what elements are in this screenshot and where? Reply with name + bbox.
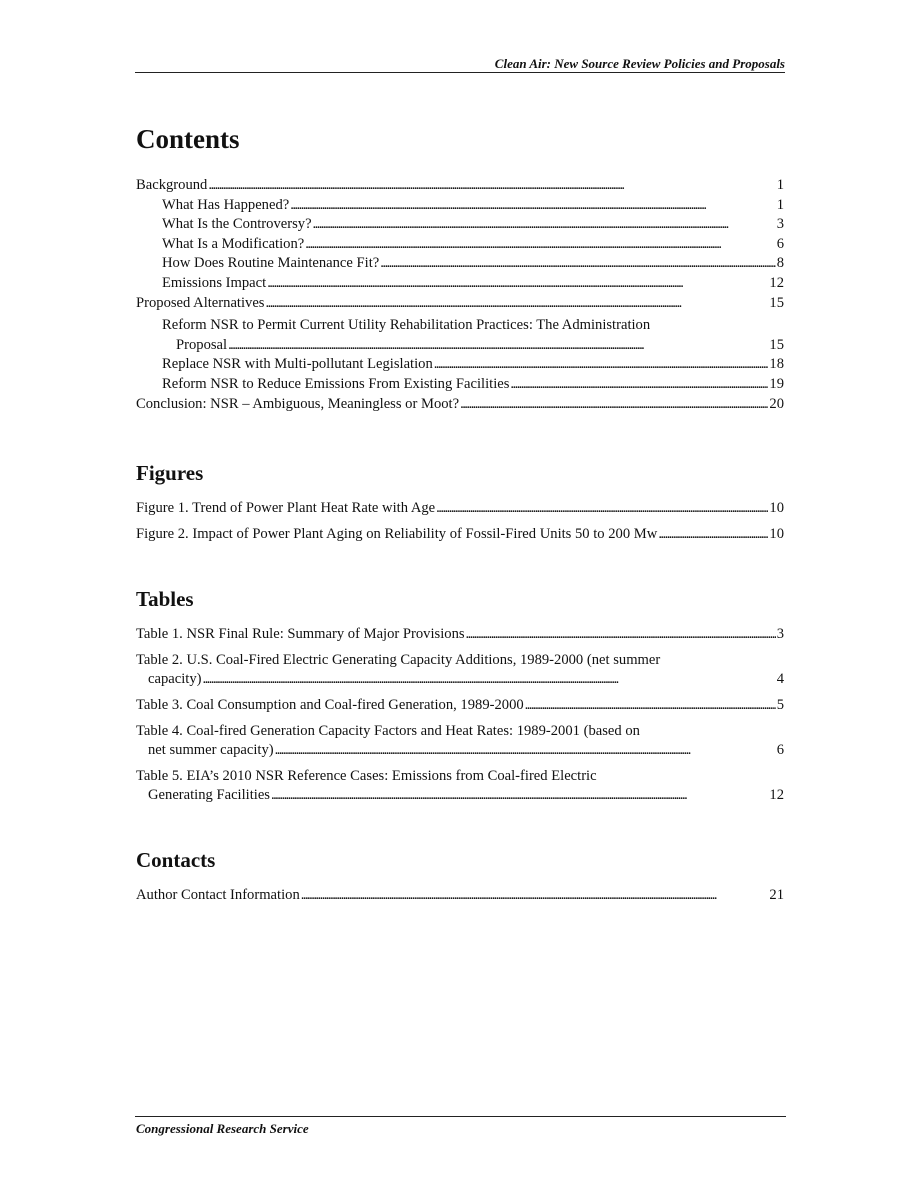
table-page-number: 3: [776, 626, 784, 642]
table-page-number: 12: [769, 787, 784, 803]
figures-heading: Figures: [136, 461, 204, 485]
table-entry-text-line2: net summer capacity): [148, 742, 274, 758]
toc-entry-conclusion[interactable]: [136, 395, 784, 415]
dot-leader: [266, 294, 769, 314]
toc-entry-emissions-impact[interactable]: [136, 274, 784, 294]
table-entry-5[interactable]: [136, 767, 784, 805]
footer-publisher: Congressional Research Service: [136, 1121, 309, 1136]
toc-entry-text: Proposed Alternatives: [136, 294, 265, 311]
table-entry-text-line1: Table 2. U.S. Coal-Fired Electric Generating Capacity Additions, 1989-2000 (net summer: [136, 652, 661, 668]
toc-entry-text-line2: Proposal: [176, 336, 228, 353]
dot-leader: [208, 176, 775, 196]
toc-page-number: 6: [776, 235, 784, 252]
dot-leader: [380, 254, 775, 274]
toc-entry-text: Background: [136, 177, 208, 193]
header-divider: [135, 72, 785, 73]
toc-page-number: 12: [769, 274, 784, 291]
toc-page-number: 20: [769, 395, 784, 412]
toc-page-number: 15: [769, 294, 784, 311]
table-entry-4[interactable]: [136, 722, 784, 760]
toc-page-number: 15: [769, 336, 784, 353]
toc-entry-text: What Is the Controversy?: [162, 216, 312, 233]
dot-leader: [301, 886, 769, 905]
contact-page-number: 21: [769, 887, 784, 903]
table-page-number: 6: [776, 742, 784, 758]
dot-leader: [313, 215, 776, 235]
figures-list: [136, 499, 784, 551]
toc-entry-background[interactable]: [136, 176, 784, 196]
table-entry-3[interactable]: [136, 696, 784, 715]
table-page-number: 4: [776, 671, 784, 687]
contacts-list: [136, 886, 784, 912]
toc-entry-what-has-happened[interactable]: [136, 196, 784, 216]
dot-leader: [525, 696, 776, 715]
table-page-number: 5: [776, 697, 784, 713]
dot-leader: [466, 625, 776, 644]
dot-leader: [510, 375, 768, 395]
toc-page-number: 1: [776, 196, 784, 213]
figure-entry-1[interactable]: [136, 499, 784, 518]
dot-leader: [290, 196, 775, 216]
dot-leader: [434, 355, 769, 375]
toc-entry-administration-proposal[interactable]: [136, 316, 784, 355]
figure-entry-text: Figure 1. Trend of Power Plant Heat Rate with Age: [136, 500, 436, 516]
contact-entry-text: Author Contact Information: [136, 887, 300, 903]
toc-entry-text-line1: Reform NSR to Permit Current Utility Rehabilitation Practices: The Administration: [162, 317, 651, 334]
toc-page-number: 1: [776, 177, 784, 193]
figure-page-number: 10: [769, 500, 784, 516]
dot-leader: [275, 741, 776, 760]
toc-entry-routine-maintenance[interactable]: [136, 254, 784, 274]
contents-list: [136, 176, 784, 414]
toc-entry-text: Conclusion: NSR – Ambiguous, Meaningless or Moot?: [136, 395, 460, 412]
figure-entry-text: Figure 2. Impact of Power Plant Aging on Reliability of Fossil-Fired Units 50 to 200 Mw: [136, 526, 658, 542]
table-entry-1[interactable]: [136, 625, 784, 644]
toc-entry-text: Reform NSR to Reduce Emissions From Existing Facilities: [162, 375, 510, 392]
toc-entry-text: Replace NSR with Multi-pollutant Legislation: [162, 356, 433, 373]
table-entry-2[interactable]: [136, 651, 784, 689]
toc-entry-text: What Has Happened?: [162, 196, 290, 213]
table-entry-text-line2: capacity): [148, 671, 202, 687]
toc-entry-what-is-the-controversy[interactable]: [136, 215, 784, 235]
toc-page-number: 19: [769, 375, 784, 392]
contacts-heading: Contacts: [136, 848, 216, 872]
figure-page-number: 10: [769, 526, 784, 542]
table-entry-text: Table 3. Coal Consumption and Coal-fired Generation, 1989-2000: [136, 697, 524, 713]
toc-page-number: 18: [769, 356, 784, 373]
figure-entry-2[interactable]: [136, 525, 784, 544]
table-entry-text-line2: Generating Facilities: [148, 787, 270, 803]
dot-leader: [202, 670, 775, 689]
dot-leader: [658, 525, 768, 544]
dot-leader: [228, 336, 768, 356]
table-entry-text: Table 1. NSR Final Rule: Summary of Major Provisions: [136, 626, 465, 642]
contact-entry-author[interactable]: [136, 886, 784, 905]
tables-heading: Tables: [136, 587, 194, 611]
running-header: Clean Air: New Source Review Policies and Proposals: [494, 56, 785, 71]
toc-page-number: 3: [776, 216, 784, 233]
table-entry-text-line1: Table 4. Coal-fired Generation Capacity Factors and Heat Rates: 1989-2001 (based on: [136, 723, 640, 739]
toc-entry-replace-nsr[interactable]: [136, 355, 784, 375]
dot-leader: [436, 499, 768, 518]
table-entry-text-line1: Table 5. EIA’s 2010 NSR Reference Cases: Emissions from Coal-fired Electric: [136, 768, 597, 784]
dot-leader: [305, 235, 775, 255]
footer-divider: [135, 1116, 786, 1117]
toc-entry-text: Emissions Impact: [162, 274, 267, 291]
dot-leader: [460, 395, 768, 415]
toc-entry-text: How Does Routine Maintenance Fit?: [162, 255, 380, 272]
toc-page-number: 8: [776, 255, 784, 272]
toc-entry-reform-nsr-emissions[interactable]: [136, 375, 784, 395]
tables-list: [136, 625, 784, 812]
dot-leader: [271, 786, 768, 805]
contents-heading: Contents: [136, 124, 240, 154]
toc-entry-text: What Is a Modification?: [162, 235, 305, 252]
toc-entry-proposed-alternatives[interactable]: [136, 294, 784, 314]
dot-leader: [267, 274, 768, 294]
toc-entry-what-is-a-modification[interactable]: [136, 235, 784, 255]
